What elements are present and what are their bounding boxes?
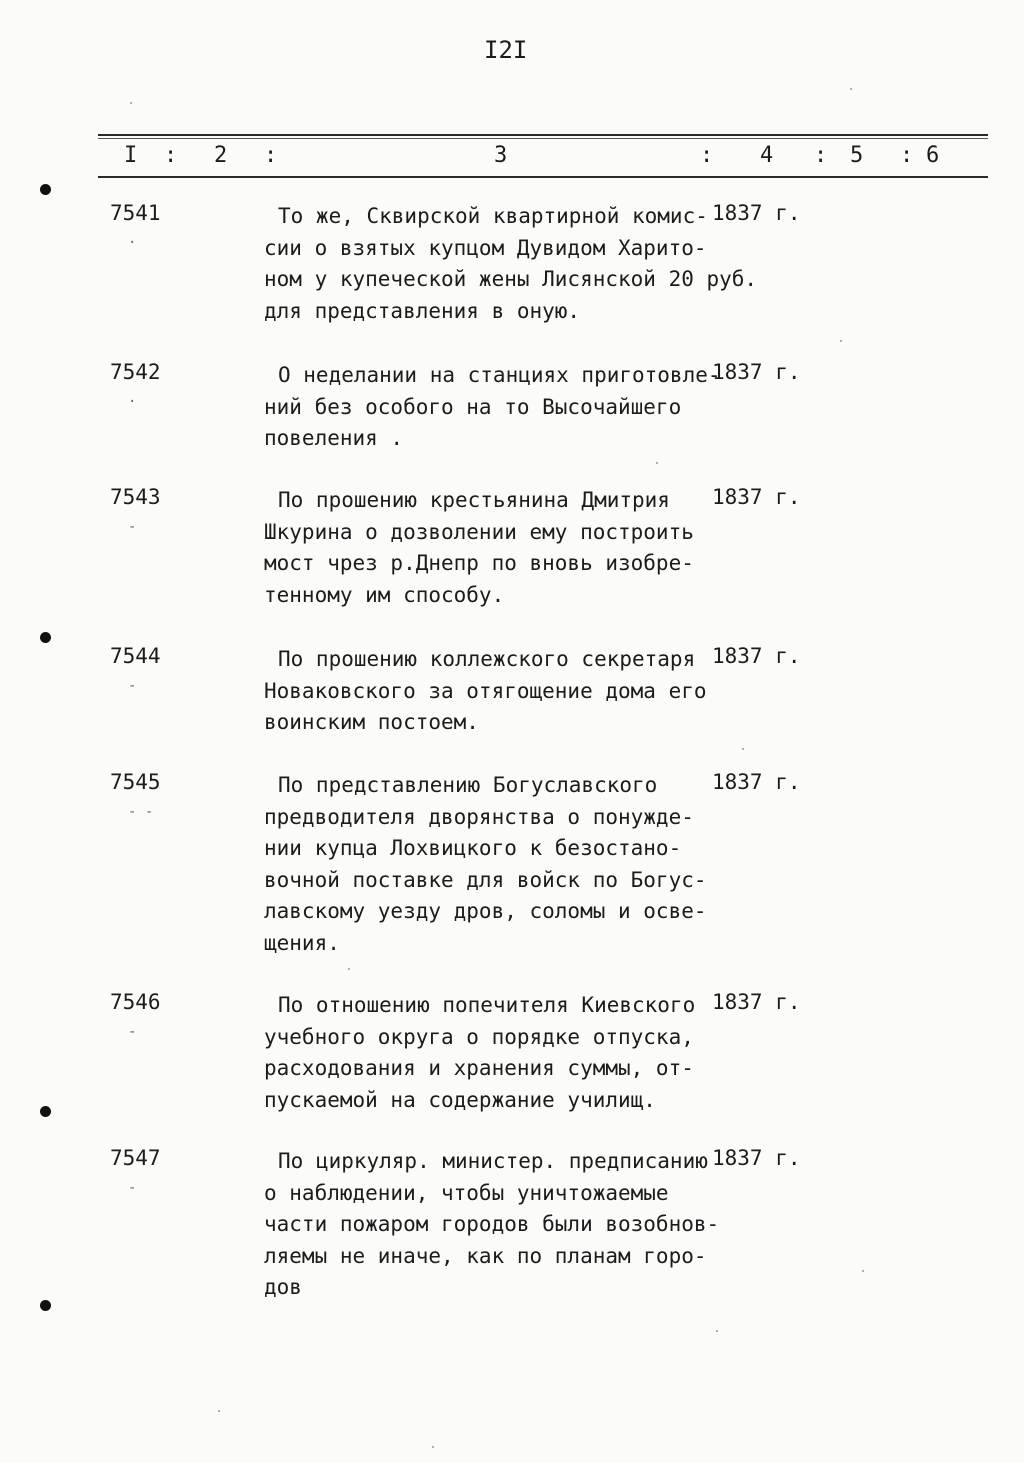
- description-line: ляемы не иначе, как по планам горо-: [264, 1243, 707, 1268]
- record-description: [264, 1146, 728, 1304]
- description-line: мост чрез р.Днепр по вновь изобре-: [264, 551, 694, 575]
- punch-hole: [40, 1106, 51, 1117]
- margin-mark: -: [128, 678, 137, 694]
- record-description: [264, 485, 728, 611]
- margin-mark: ·: [128, 394, 137, 410]
- record-year: 1837 г.: [712, 644, 801, 668]
- column-separator: :: [814, 143, 828, 168]
- description-line: лавскому уезду дров, соломы и осве-: [264, 899, 707, 923]
- scan-speck: [850, 88, 852, 90]
- record-number: 7545: [110, 770, 161, 794]
- record-description: [264, 360, 728, 455]
- column-header-3: 3: [494, 143, 508, 168]
- column-header-1: I: [124, 143, 138, 168]
- record-year: 1837 г.: [712, 360, 801, 384]
- description-line: тенному им способу.: [264, 582, 505, 607]
- column-separator: :: [900, 143, 914, 168]
- column-separator: :: [700, 143, 714, 168]
- punch-hole: [40, 184, 51, 195]
- record-year: 1837 г.: [712, 485, 801, 509]
- record-description: [264, 990, 728, 1116]
- description-line: повеления .: [264, 426, 404, 450]
- record-year: 1837 г.: [712, 201, 801, 225]
- description-line: учебного округа о порядке отпуска,: [264, 1024, 694, 1049]
- header-top-rule-thin: [98, 138, 988, 139]
- description-line: вочной поставке для войск по Богус-: [264, 867, 707, 892]
- description-line: То же, Сквирской квартирной комис-: [278, 204, 708, 228]
- margin-mark: ·: [128, 235, 137, 251]
- column-separator: :: [264, 143, 278, 168]
- column-separator: :: [164, 143, 178, 168]
- description-line: О неделании на станциях приготовле-: [278, 363, 721, 387]
- record-number: 7544: [110, 644, 161, 668]
- description-line: для представления в оную.: [264, 298, 581, 323]
- description-line: По циркуляр. министер. предписанию: [278, 1149, 708, 1173]
- punch-hole: [40, 1300, 51, 1311]
- column-header-5: 5: [850, 143, 864, 168]
- record-number: 7542: [110, 360, 161, 384]
- scan-speck: [218, 1410, 220, 1412]
- page-number: I2I: [484, 36, 528, 64]
- margin-mark: -: [128, 1180, 137, 1196]
- record-year: 1837 г.: [712, 770, 801, 794]
- description-line: щения.: [264, 930, 340, 955]
- description-line: ний без особого на то Высочайшего: [264, 394, 682, 419]
- margin-mark: -: [128, 1024, 137, 1040]
- scan-speck: [130, 102, 132, 104]
- description-line: части пожаром городов были возобнов-: [264, 1212, 720, 1236]
- description-line: По представлению Богуславского: [278, 773, 658, 797]
- description-line: воинским постоем.: [264, 710, 479, 734]
- scan-speck: [862, 1270, 864, 1272]
- column-header-4: 4: [760, 143, 774, 168]
- record-year: 1837 г.: [712, 1146, 801, 1170]
- description-line: Новаковского за отягощение дома его: [264, 678, 707, 703]
- header-bottom-rule: [98, 176, 988, 178]
- record-number: 7546: [110, 990, 161, 1014]
- description-line: ном у купеческой жены Лисянской 20 руб.: [264, 267, 758, 291]
- record-description: [264, 644, 728, 739]
- record-number: 7547: [110, 1146, 161, 1170]
- scan-speck: [840, 340, 842, 342]
- scan-speck: [742, 748, 744, 750]
- header-top-rule: [98, 134, 988, 136]
- column-header-6: 6: [926, 143, 940, 168]
- description-line: дов: [264, 1275, 302, 1299]
- scan-speck: [348, 968, 350, 970]
- record-number: 7543: [110, 485, 161, 509]
- description-line: о наблюдении, чтобы уничтожаемые: [264, 1180, 669, 1205]
- column-header-2: 2: [214, 143, 228, 168]
- description-line: пускаемой на содержание училищ.: [264, 1087, 656, 1112]
- description-line: сии о взятых купцом Дувидом Харито-: [264, 235, 707, 260]
- scan-speck: [716, 1330, 718, 1332]
- scan-speck: [656, 462, 658, 464]
- description-line: По прошению крестьянина Дмитрия: [278, 488, 670, 512]
- description-line: По прошению коллежского секретаря: [278, 647, 696, 671]
- margin-mark: - -: [128, 804, 154, 820]
- description-line: Шкурина о дозволении ему построить: [264, 519, 694, 544]
- record-year: 1837 г.: [712, 990, 801, 1014]
- description-line: нии купца Лохвицкого к безостано-: [264, 836, 682, 860]
- record-number: 7541: [110, 201, 161, 225]
- record-description: [264, 770, 728, 959]
- description-line: По отношению попечителя Киевского: [278, 993, 696, 1017]
- punch-hole: [40, 632, 51, 643]
- description-line: расходования и хранения суммы, от-: [264, 1056, 694, 1080]
- scan-speck: [432, 1446, 434, 1448]
- margin-mark: -: [128, 519, 137, 535]
- description-line: предводителя дворянства о понужде-: [264, 804, 694, 829]
